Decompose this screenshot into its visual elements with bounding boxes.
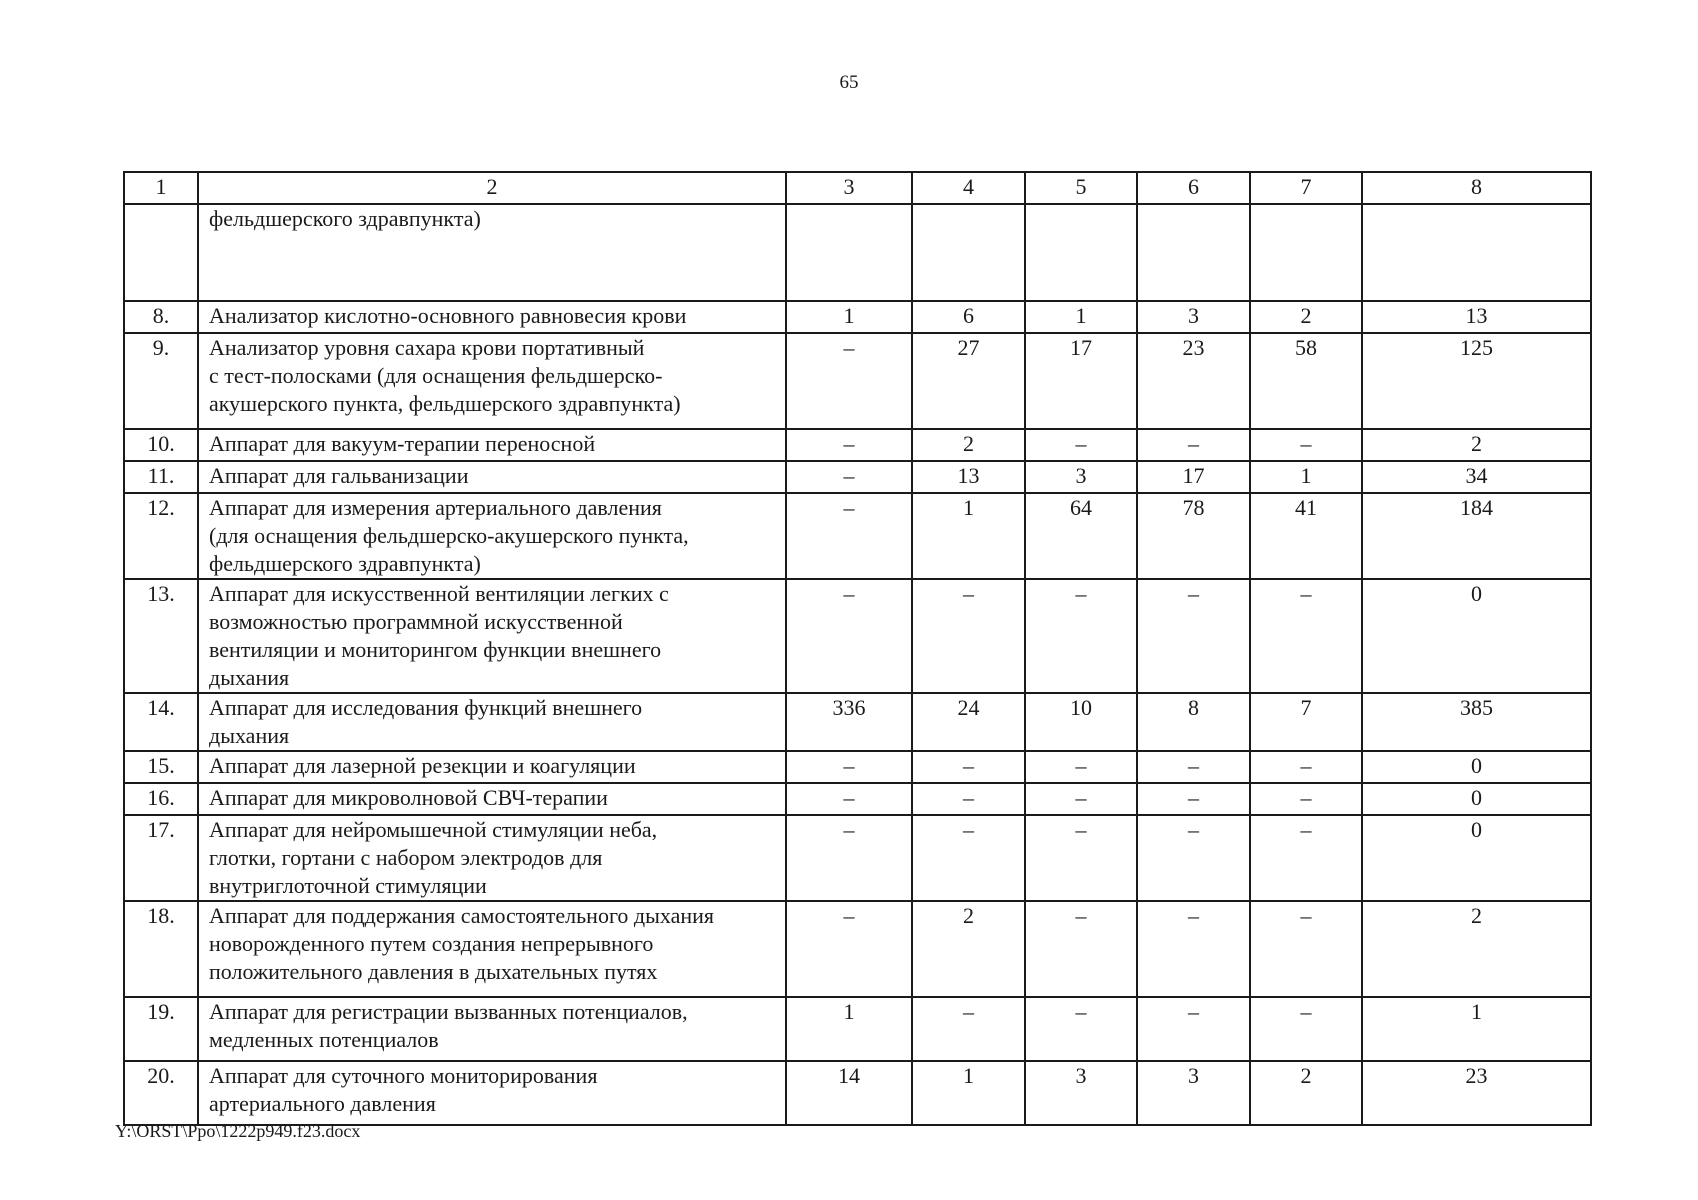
value-cell: 24 [912,693,1025,751]
equipment-name: Аппарат для нейромышечной стимуляции неба, глотки, гортани с набором электродов для внутриглоточной стимуляции [198,815,786,901]
table-row [124,1061,1591,1125]
table-body [124,172,1591,1125]
value-cell: 6 [912,301,1025,333]
table-row [124,461,1591,493]
value-cell: 3 [1025,1061,1137,1125]
value-cell: 2 [1250,1061,1362,1125]
value-cell: – [1250,783,1362,815]
value-cell: 13 [1362,301,1591,333]
value-cell: 3 [1025,461,1137,493]
row-number: 13. [124,579,198,693]
row-number: 14. [124,693,198,751]
value-cell: – [1137,429,1250,461]
value-cell [912,204,1025,301]
equipment-table [123,171,1592,1126]
value-cell: – [786,783,912,815]
value-cell: – [1025,579,1137,693]
value-cell: 2 [1250,301,1362,333]
value-cell: 27 [912,333,1025,429]
row-number: 8. [124,301,198,333]
table-row [124,901,1591,997]
value-cell: 1 [1362,997,1591,1061]
value-cell: 10 [1025,693,1137,751]
value-cell: 2 [912,901,1025,997]
equipment-name: Аппарат для регистрации вызванных потенциалов, медленных потенциалов [198,997,786,1061]
equipment-name: Аппарат для искусственной вентиляции легких с возможностью программной искусственной вентиляции и мониторингом функции внешнего дыхания [198,579,786,693]
value-cell: 125 [1362,333,1591,429]
value-cell: – [786,461,912,493]
value-cell: – [1025,783,1137,815]
value-cell: 1 [1250,461,1362,493]
value-cell: – [1250,429,1362,461]
table-row [124,204,1591,301]
value-cell: 184 [1362,493,1591,579]
row-number: 10. [124,429,198,461]
value-cell: – [1025,997,1137,1061]
value-cell: 385 [1362,693,1591,751]
value-cell: 0 [1362,783,1591,815]
row-number: 11. [124,461,198,493]
table-row [124,429,1591,461]
header-cell: 2 [198,172,786,204]
row-number: 20. [124,1061,198,1125]
header-cell: 5 [1025,172,1137,204]
table-row [124,493,1591,579]
value-cell: – [1250,579,1362,693]
table-row [124,997,1591,1061]
equipment-name: Аппарат для микроволновой СВЧ-терапии [198,783,786,815]
value-cell: 1 [1025,301,1137,333]
value-cell: – [1250,751,1362,783]
value-cell [1250,204,1362,301]
value-cell: 1 [786,301,912,333]
value-cell: 17 [1025,333,1137,429]
row-number: 18. [124,901,198,997]
table-row [124,751,1591,783]
table-header-row [124,172,1591,204]
value-cell: – [786,901,912,997]
value-cell: 0 [1362,751,1591,783]
value-cell: 13 [912,461,1025,493]
row-number: 9. [124,333,198,429]
table-row [124,301,1591,333]
value-cell: – [912,997,1025,1061]
value-cell [786,204,912,301]
row-number: 12. [124,493,198,579]
value-cell: – [786,429,912,461]
value-cell: – [1137,815,1250,901]
value-cell: 64 [1025,493,1137,579]
value-cell: 23 [1137,333,1250,429]
value-cell: 0 [1362,815,1591,901]
value-cell: 3 [1137,1061,1250,1125]
value-cell: – [1025,815,1137,901]
value-cell: 2 [1362,429,1591,461]
equipment-name: Анализатор уровня сахара крови портативный с тест-полосками (для оснащения фельдшерско- акушерского пункта, фельдшерского здравпункта) [198,333,786,429]
value-cell: – [1025,901,1137,997]
value-cell: 58 [1250,333,1362,429]
value-cell: 336 [786,693,912,751]
value-cell: – [786,579,912,693]
value-cell: – [1137,997,1250,1061]
value-cell: 1 [912,1061,1025,1125]
value-cell [1025,204,1137,301]
row-number: 17. [124,815,198,901]
value-cell: 3 [1137,301,1250,333]
value-cell: 34 [1362,461,1591,493]
value-cell: 14 [786,1061,912,1125]
header-cell: 8 [1362,172,1591,204]
value-cell: 23 [1362,1061,1591,1125]
value-cell: – [1025,751,1137,783]
page-number: 65 [839,72,859,93]
equipment-name: Анализатор кислотно-основного равновесия крови [198,301,786,333]
row-number: 19. [124,997,198,1061]
value-cell: – [1137,901,1250,997]
value-cell: 2 [912,429,1025,461]
header-cell: 4 [912,172,1025,204]
equipment-name: Аппарат для суточного мониторирования артериального давления [198,1061,786,1125]
value-cell [1362,204,1591,301]
value-cell [1137,204,1250,301]
row-number [124,204,198,301]
equipment-name: Аппарат для лазерной резекции и коагуляции [198,751,786,783]
value-cell: 78 [1137,493,1250,579]
value-cell: – [786,751,912,783]
value-cell: 17 [1137,461,1250,493]
header-cell: 6 [1137,172,1250,204]
row-number: 15. [124,751,198,783]
value-cell: – [1250,901,1362,997]
equipment-name: Аппарат для вакуум-терапии переносной [198,429,786,461]
header-cell: 3 [786,172,912,204]
equipment-name: Аппарат для гальванизации [198,461,786,493]
value-cell: – [1250,997,1362,1061]
value-cell: – [786,493,912,579]
value-cell: – [786,815,912,901]
value-cell: – [1137,751,1250,783]
table-row [124,333,1591,429]
equipment-name: Аппарат для исследования функций внешнего дыхания [198,693,786,751]
value-cell: – [1137,783,1250,815]
equipment-name: Аппарат для измерения артериального давления (для оснащения фельдшерско-акушерского пункта, фельдшерского здравпункта) [198,493,786,579]
table-row [124,815,1591,901]
value-cell: 1 [912,493,1025,579]
row-number: 16. [124,783,198,815]
value-cell: 0 [1362,579,1591,693]
header-cell: 7 [1250,172,1362,204]
value-cell: – [1250,815,1362,901]
value-cell: – [912,751,1025,783]
table-row [124,693,1591,751]
value-cell: – [1137,579,1250,693]
table-row [124,579,1591,693]
equipment-name: фельдшерского здравпункта) [198,204,786,301]
header-cell: 1 [124,172,198,204]
value-cell: 7 [1250,693,1362,751]
value-cell: – [912,579,1025,693]
equipment-name: Аппарат для поддержания самостоятельного дыхания новорожденного путем создания непрерывного положительного давления в дыхательных путях [198,901,786,997]
value-cell: – [786,333,912,429]
value-cell: – [1025,429,1137,461]
table-row [124,783,1591,815]
value-cell: 41 [1250,493,1362,579]
value-cell: – [912,815,1025,901]
value-cell: 8 [1137,693,1250,751]
value-cell: – [912,783,1025,815]
file-path-footer: Y:\ORST\Ppo\1222p949.f23.docx [115,1121,361,1141]
value-cell: 1 [786,997,912,1061]
value-cell: 2 [1362,901,1591,997]
